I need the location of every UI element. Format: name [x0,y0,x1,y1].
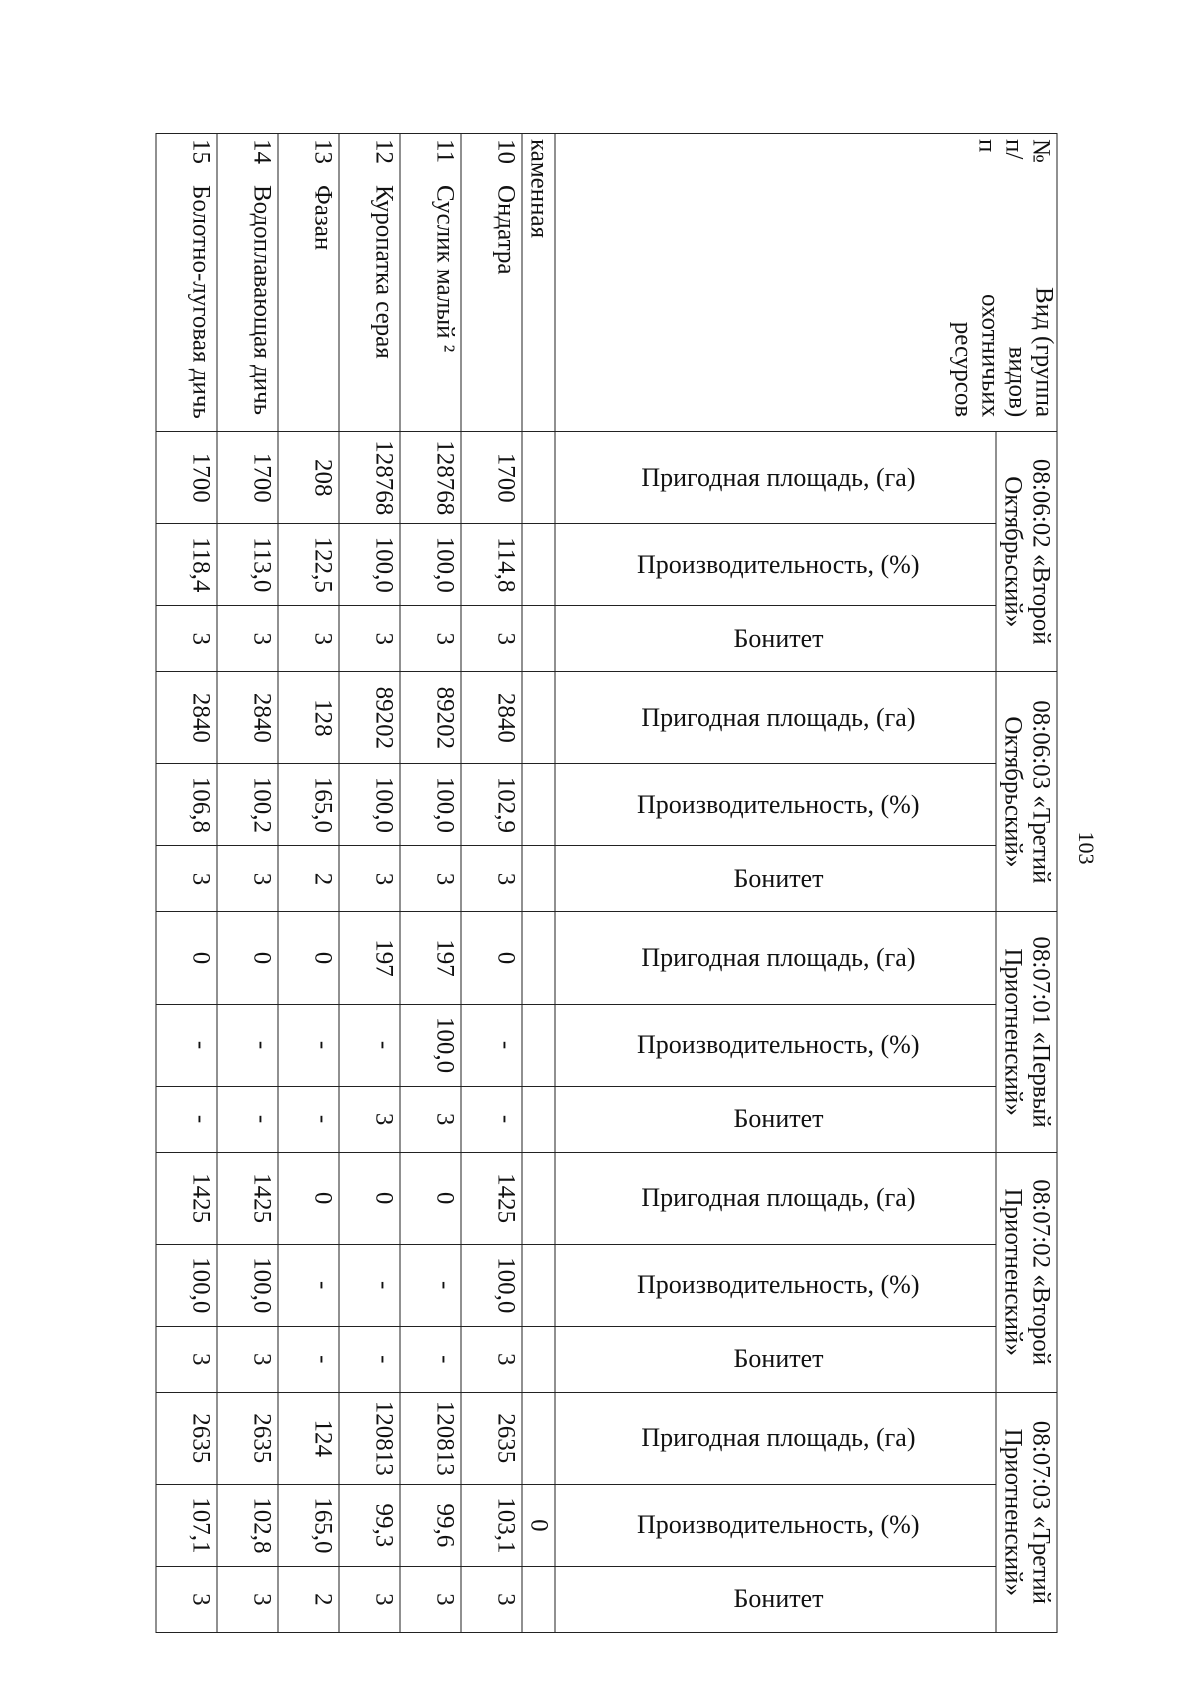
table-cell: 208 [278,432,339,524]
table-cell: 102,8 [217,1484,278,1566]
header-species [555,134,1057,432]
table-cell: 3 [339,1086,400,1152]
district-header: 08:07:02 «Второй Приотненский» [996,1152,1057,1392]
table-cell: 120813 [400,1392,461,1484]
species-name [156,134,217,432]
table-cell: 0 [278,912,339,1004]
table-cell: 3 [217,1326,278,1392]
table-cell: 118,4 [156,524,217,606]
col-header-area: Пригодная площадь, (га) [555,672,996,764]
row-number: 13 [309,139,337,164]
table-cell: 124 [278,1392,339,1484]
table-cell: 3 [461,1326,522,1392]
rotated-table-container [123,133,1058,1633]
table-cell [522,1326,555,1392]
table-row-continued [522,134,555,1633]
table-cell: 2 [278,1566,339,1632]
table-cell: 122,5 [278,524,339,606]
table-cell: 3 [461,1566,522,1632]
col-header-bonitet: Бонитет [555,846,996,912]
table-cell: 100,0 [156,1244,217,1326]
table-cell: 100,0 [217,1244,278,1326]
table-row [400,134,461,1633]
table-cell [522,524,555,606]
row-number: 10 [492,139,520,164]
table-cell: 3 [217,1566,278,1632]
table-cell: 0 [461,912,522,1004]
table-cell: 3 [278,606,339,672]
table-cell: - [339,1326,400,1392]
table-cell: - [278,1004,339,1086]
table-cell: 128768 [400,432,461,524]
table-row [278,134,339,1633]
table-cell: 0 [339,1152,400,1244]
district-header: 08:06:02 «Второй Октябрьский» [996,432,1057,672]
table-cell: 165,0 [278,764,339,846]
table-cell: 3 [339,606,400,672]
table-cell: 2635 [156,1392,217,1484]
col-header-area: Пригодная площадь, (га) [555,1392,996,1484]
table-cell: - [217,1004,278,1086]
table-cell: 0 [156,912,217,1004]
table-cell: 89202 [339,672,400,764]
table-cell: 99,3 [339,1484,400,1566]
table-cell: - [156,1086,217,1152]
table-cell [522,1004,555,1086]
table-row [339,134,400,1633]
table-cell: 3 [400,1566,461,1632]
district-header: 08:07:03 «Третий Приотненский» [996,1392,1057,1632]
table-cell: 3 [339,1566,400,1632]
species-label: Куропатка серая [370,185,398,359]
table-cell: - [278,1326,339,1392]
table-cell: 2 [278,846,339,912]
table-cell: 165,0 [278,1484,339,1566]
species-name [339,134,400,432]
col-header-productivity: Производительность, (%) [555,1004,996,1086]
table-cell: - [461,1004,522,1086]
table-cell: 128768 [339,432,400,524]
table-cell: 1425 [156,1152,217,1244]
table-cell: - [156,1004,217,1086]
species-label: Болотно-луговая дичь [187,185,215,419]
table-cell: 0 [400,1152,461,1244]
table-cell: 3 [400,606,461,672]
species-label: Ондатра [492,185,520,275]
table-cell: 113,0 [217,524,278,606]
table-cell: 0 [278,1152,339,1244]
header-species-text: Вид (группа видов) охотничьих ресурсов [949,287,1058,418]
table-cell: 120813 [339,1392,400,1484]
header-row-districts [996,134,1057,1633]
table-cell: 107,1 [156,1484,217,1566]
table-cell: 3 [461,606,522,672]
col-header-area: Пригодная площадь, (га) [555,432,996,524]
table-cell [522,764,555,846]
table-cell: 100,0 [400,524,461,606]
table-cell: 2840 [461,672,522,764]
table-cell [522,1566,555,1632]
district-header: 08:07:01 «Первый Приотненский» [996,912,1057,1152]
table-cell: 99,6 [400,1484,461,1566]
table-cell: 1700 [156,432,217,524]
table-cell: 1700 [461,432,522,524]
col-header-bonitet: Бонитет [555,1326,996,1392]
table-cell [522,912,555,1004]
species-name-continued: каменная [522,134,555,432]
table-cell: 3 [156,1326,217,1392]
table-cell: 100,0 [400,764,461,846]
table-cell: 197 [339,912,400,1004]
table-cell: - [461,1086,522,1152]
table-cell: 100,0 [339,524,400,606]
page-number: 103 [1074,831,1099,865]
table-cell: 3 [217,606,278,672]
row-number: 11 [431,139,459,164]
species-name [461,134,522,432]
table-cell: 3 [400,1086,461,1152]
col-header-bonitet: Бонитет [555,1566,996,1632]
table-cell: 100,0 [400,1004,461,1086]
table-cell: 114,8 [461,524,522,606]
table-cell: 3 [156,606,217,672]
table-cell: 0 [217,912,278,1004]
table-cell: 197 [400,912,461,1004]
table-cell: 1425 [217,1152,278,1244]
col-header-bonitet: Бонитет [555,606,996,672]
table-cell: 2840 [156,672,217,764]
col-header-productivity: Производительность, (%) [555,764,996,846]
species-label: Суслик малый ² [431,185,459,353]
table-cell: - [278,1086,339,1152]
table-cell [522,1392,555,1484]
district-header: 08:06:03 «Третий Октябрьский» [996,672,1057,912]
col-header-productivity: Производительность, (%) [555,524,996,606]
row-number: 14 [248,139,276,164]
table-cell: - [339,1244,400,1326]
table-cell: 2840 [217,672,278,764]
hunting-resources-table [156,133,1058,1633]
table-cell: 3 [339,846,400,912]
species-name [278,134,339,432]
table-cell: - [278,1244,339,1326]
table-cell [522,432,555,524]
header-num: № п/ п [973,139,1055,163]
table-cell: 1425 [461,1152,522,1244]
table-cell: 106,8 [156,764,217,846]
table-cell: 1700 [217,432,278,524]
species-name [217,134,278,432]
table-cell: 3 [400,846,461,912]
table-cell [522,606,555,672]
row-number: 15 [187,139,215,164]
table-cell: 100,2 [217,764,278,846]
col-header-productivity: Производительность, (%) [555,1244,996,1326]
table-cell: 3 [156,1566,217,1632]
table-cell: 128 [278,672,339,764]
table-cell: 100,0 [461,1244,522,1326]
table-cell [522,672,555,764]
table-cell: - [400,1326,461,1392]
table-row [217,134,278,1633]
col-header-area: Пригодная площадь, (га) [555,1152,996,1244]
col-header-productivity: Производительность, (%) [555,1484,996,1566]
table-row [461,134,522,1633]
species-label: Водоплавающая дичь [248,185,276,416]
table-cell: 0 [522,1484,555,1566]
table-cell: 2635 [217,1392,278,1484]
table-cell [522,1086,555,1152]
table-cell: 2635 [461,1392,522,1484]
table-cell: 3 [156,846,217,912]
table-cell: - [217,1086,278,1152]
table-cell [522,1244,555,1326]
table-cell: 102,9 [461,764,522,846]
col-header-bonitet: Бонитет [555,1086,996,1152]
col-header-area: Пригодная площадь, (га) [555,912,996,1004]
table-cell: 89202 [400,672,461,764]
table-row [156,134,217,1633]
species-name [400,134,461,432]
species-label: Фазан [309,185,337,251]
table-body [156,134,555,1633]
row-number: 12 [370,139,398,164]
table-cell: 103,1 [461,1484,522,1566]
table-cell: - [339,1004,400,1086]
table-cell [522,1152,555,1244]
table-cell: 100,0 [339,764,400,846]
table-cell [522,846,555,912]
table-cell: - [400,1244,461,1326]
table-cell: 3 [461,846,522,912]
table-cell: 3 [217,846,278,912]
